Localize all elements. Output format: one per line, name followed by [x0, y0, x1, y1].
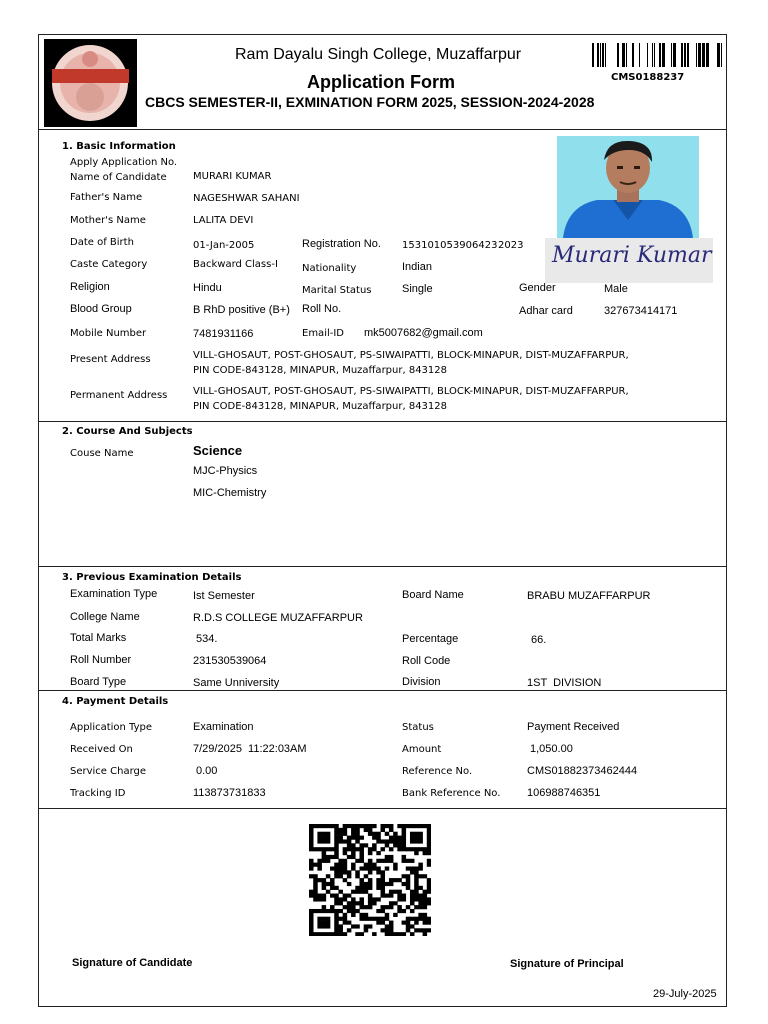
present-address-line1: VILL-GHOSAUT, POST-GHOSAUT, PS-SIWAIPATTI, BLOCK-MINAPUR, DIST-MUZAFFARPUR, — [193, 350, 629, 361]
form-title: Application Form — [307, 72, 455, 92]
mobile-label: Mobile Number — [70, 328, 147, 339]
nationality-value: Indian — [402, 261, 432, 273]
father-value: NAGESHWAR SAHANI — [193, 193, 300, 204]
course-label: Couse Name — [70, 448, 134, 459]
permanent-address-line2: PIN CODE-843128, MINAPUR, Muzaffarpur, 843128 — [193, 401, 448, 412]
email-label: Email-ID — [302, 328, 345, 339]
received-on-label: Received On — [70, 744, 133, 755]
apply-application-label: Apply Application No. — [70, 157, 178, 168]
blood-value: B RhD positive (B+) — [193, 304, 290, 316]
section-title-payment: 4. Payment Details — [62, 696, 169, 707]
marital-value: Single — [402, 283, 433, 295]
father-label: Father's Name — [70, 192, 143, 203]
total-marks-value: 534. — [196, 633, 218, 645]
semester-line: CBCS SEMESTER-II, EXMINATION FORM 2025, SESSION-2024-2028 — [145, 94, 595, 110]
permanent-address-label: Permanent Address — [70, 390, 168, 401]
registration-label: Registration No. — [302, 238, 381, 250]
service-charge-label: Service Charge — [70, 766, 147, 777]
principal-signature-label: Signature of Principal — [510, 958, 624, 970]
tracking-label: Tracking ID — [70, 788, 126, 799]
subject-item: MJC-Physics — [193, 465, 258, 477]
received-on-value: 7/29/2025 11:22:03AM — [193, 743, 307, 755]
qr-code — [309, 824, 431, 940]
board-type-label: Board Type — [70, 676, 127, 688]
dob-value: 01-Jan-2005 — [193, 240, 255, 251]
blood-label: Blood Group — [70, 303, 132, 315]
mother-value: LALITA DEVI — [193, 215, 254, 226]
email-value: mk5007682@gmail.com — [364, 327, 483, 339]
bank-reference-label: Bank Reference No. — [402, 788, 501, 799]
registration-year: 2023 — [498, 240, 524, 251]
roll-code-label: Roll Code — [402, 655, 451, 667]
section-title-previous: 3. Previous Examination Details — [62, 572, 242, 583]
dob-label: Date of Birth — [70, 237, 134, 248]
application-type-label: Application Type — [70, 722, 153, 733]
exam-type-value: Ist Semester — [193, 590, 255, 602]
candidate-signature-label: Signature of Candidate — [72, 957, 193, 969]
caste-label: Caste Category — [70, 259, 148, 270]
registration-value: 153101053906423 — [402, 240, 498, 251]
name-label: Name of Candidate — [70, 172, 167, 183]
present-address-label: Present Address — [70, 354, 151, 365]
tracking-value: 113873731833 — [193, 787, 266, 799]
print-date: 29-July-2025 — [653, 988, 717, 1000]
marital-label: Marital Status — [302, 285, 372, 296]
reference-value: CMS01882373462444 — [527, 765, 638, 777]
gender-label: Gender — [519, 282, 556, 294]
adhar-value: 327673414171 — [604, 305, 678, 317]
subject-item: MIC-Chemistry — [193, 487, 267, 499]
roll-label: Roll No. — [302, 303, 342, 315]
division-value: 1ST DIVISION — [527, 677, 602, 689]
candidate-photo — [557, 136, 699, 238]
division-label: Division — [402, 676, 441, 688]
amount-value: 1,050.00 — [530, 743, 573, 755]
divider — [38, 421, 727, 422]
name-value: MURARI KUMAR — [193, 171, 272, 182]
board-label: Board Name — [402, 589, 464, 601]
amount-label: Amount — [402, 744, 442, 755]
barcode — [592, 43, 724, 71]
roll-number-value: 231530539064 — [193, 655, 267, 667]
application-type-value: Examination — [193, 721, 254, 733]
board-value: BRABU MUZAFFARPUR — [527, 590, 651, 602]
college-name: Ram Dayalu Singh College, Muzaffarpur — [235, 46, 522, 63]
cms-code: CMS0188237 — [611, 72, 685, 83]
candidate-signature: Murari Kumar — [552, 243, 712, 268]
caste-value: Backward Class-I — [193, 259, 278, 270]
nationality-label: Nationality — [302, 263, 357, 274]
present-address-line2: PIN CODE-843128, MINAPUR, Muzaffarpur, 843128 — [193, 365, 448, 376]
college-value: R.D.S COLLEGE MUZAFFARPUR — [193, 612, 363, 624]
section-title-course: 2. Course And Subjects — [62, 426, 193, 437]
percentage-label: Percentage — [402, 633, 459, 645]
total-marks-label: Total Marks — [70, 632, 127, 644]
course-stream: Science — [193, 443, 243, 458]
divider — [38, 566, 727, 567]
board-type-value: Same Unniversity — [193, 677, 280, 689]
college-logo — [44, 39, 137, 127]
divider — [38, 808, 727, 809]
exam-type-label: Examination Type — [70, 588, 158, 600]
status-value: Payment Received — [527, 721, 620, 733]
gender-value: Male — [604, 283, 628, 295]
religion-label: Religion — [70, 281, 110, 293]
adhar-label: Adhar card — [519, 305, 573, 317]
permanent-address-line1: VILL-GHOSAUT, POST-GHOSAUT, PS-SIWAIPATTI, BLOCK-MINAPUR, DIST-MUZAFFARPUR, — [193, 386, 629, 397]
bank-reference-value: 106988746351 — [527, 787, 601, 799]
service-charge-value: 0.00 — [196, 765, 218, 777]
mother-label: Mother's Name — [70, 215, 146, 226]
divider — [38, 690, 727, 691]
mobile-value: 7481931166 — [193, 328, 254, 340]
religion-value: Hindu — [193, 282, 222, 294]
divider — [38, 129, 727, 130]
roll-number-label: Roll Number — [70, 654, 132, 666]
college-label: College Name — [70, 611, 140, 623]
section-title-basic: 1. Basic Information — [62, 141, 176, 152]
percentage-value: 66. — [531, 634, 547, 646]
reference-label: Reference No. — [402, 766, 473, 777]
status-label: Status — [402, 722, 434, 733]
